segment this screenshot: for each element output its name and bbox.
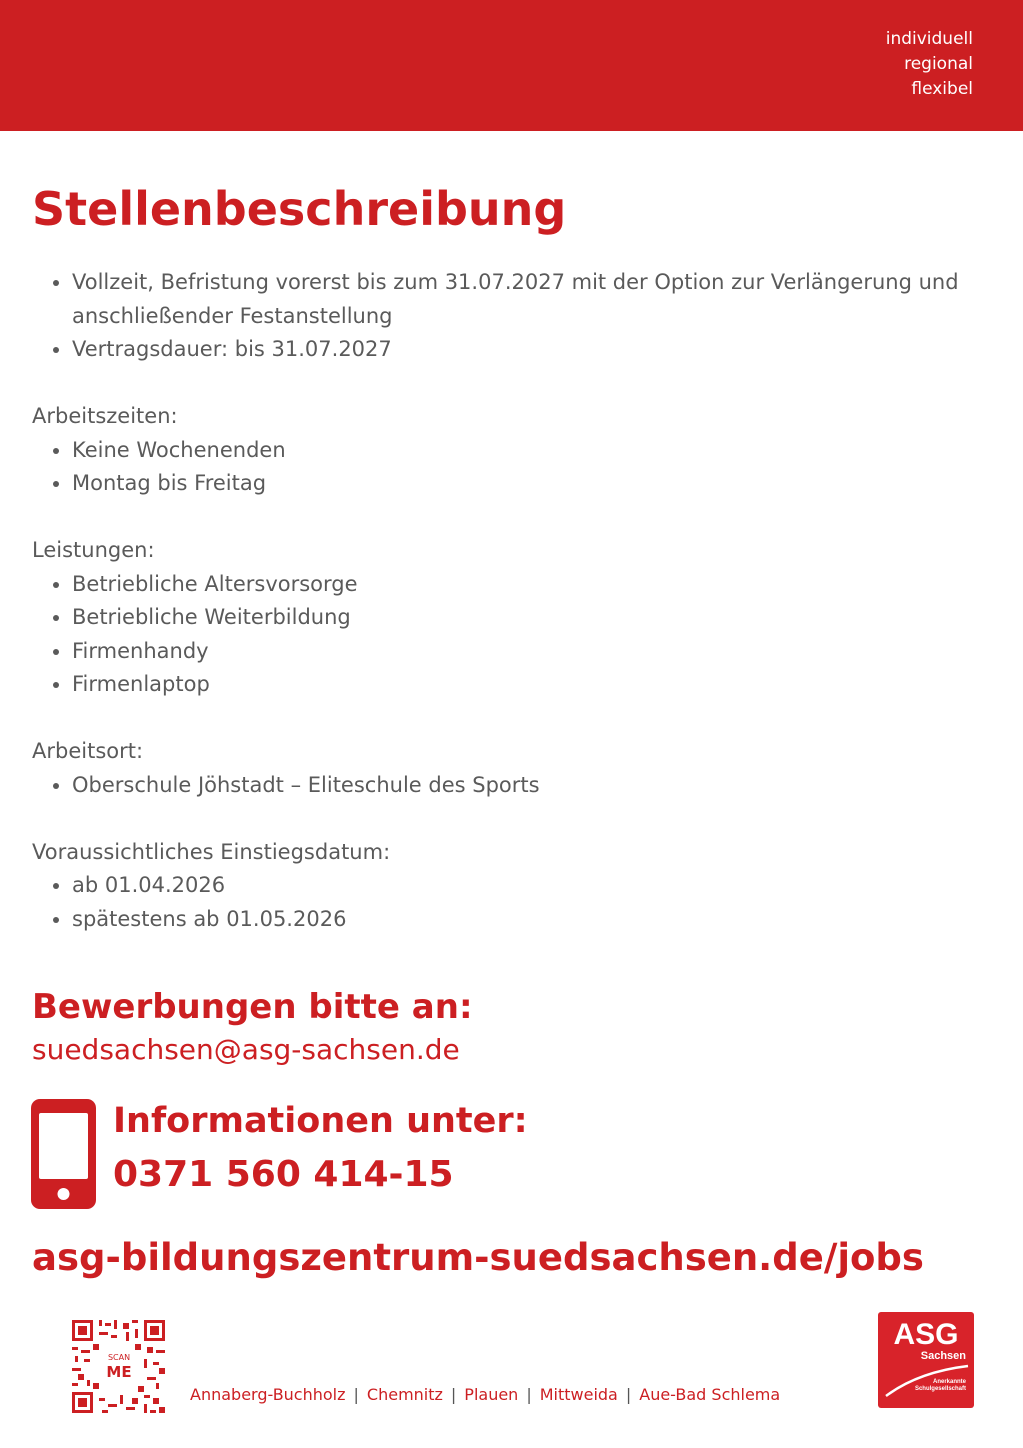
info-phone-number[interactable]: 0371 560 414-15 xyxy=(113,1154,454,1195)
smartphone-icon xyxy=(31,1099,96,1209)
website-link[interactable]: asg-bildungszentrum-suedsachsen.de/jobs xyxy=(32,1236,924,1279)
location-list xyxy=(32,769,992,803)
qr-me-text: ME xyxy=(106,1363,132,1381)
job-description xyxy=(32,266,992,936)
logo-tagline: Anerkannte Schulgesellschaft xyxy=(914,1379,966,1392)
location-item: Annaberg-Buchholz xyxy=(190,1385,346,1404)
section-label-arbeitszeiten: Arbeitszeiten: xyxy=(32,404,178,428)
list-item: • Keine Wochenenden xyxy=(72,434,992,468)
page-title: Stellenbeschreibung xyxy=(32,182,567,236)
tagline-line: flexibel xyxy=(911,79,973,99)
location-separator: | xyxy=(625,1385,632,1404)
location-item: Mittweida xyxy=(539,1385,618,1404)
section-label-leistungen: Leistungen: xyxy=(32,538,155,562)
apply-heading: Bewerbungen bitte an: xyxy=(32,987,473,1027)
tagline-line: individuell xyxy=(885,29,973,49)
list-item: • Betriebliche Altersvorsorge xyxy=(72,568,992,602)
asg-logo xyxy=(878,1312,974,1408)
location-separator: | xyxy=(526,1385,532,1404)
section-label-arbeitsort: Arbeitsort: xyxy=(32,739,144,763)
contract-list xyxy=(32,266,992,367)
apply-email-link[interactable]: suedsachsen@asg-sachsen.de xyxy=(32,1033,460,1066)
list-item: • ab 01.04.2026 xyxy=(72,869,992,903)
tagline-line: regional xyxy=(904,54,973,74)
locations-footer xyxy=(190,1385,780,1404)
location-item: Chemnitz xyxy=(366,1385,443,1404)
qr-scan-label xyxy=(100,1350,138,1386)
list-item: • Vertragsdauer: bis 31.07.2027 xyxy=(72,333,992,367)
working-hours-list xyxy=(32,434,992,501)
location-separator: | xyxy=(353,1385,359,1404)
list-item: • spätestens ab 01.05.2026 xyxy=(72,903,992,937)
location-item: Aue-Bad Schlema xyxy=(639,1385,781,1404)
benefits-list xyxy=(32,568,992,702)
location-separator: | xyxy=(450,1385,457,1404)
list-item: • Firmenhandy xyxy=(72,635,992,669)
list-item: • Betriebliche Weiterbildung xyxy=(72,601,992,635)
info-heading: Informationen unter: xyxy=(113,1101,528,1141)
qr-scan-text: SCAN xyxy=(107,1353,131,1362)
list-item: • Firmenlaptop xyxy=(72,668,992,702)
logo-name: ASG xyxy=(893,1318,959,1351)
location-item: Plauen xyxy=(464,1385,519,1404)
section-label-einstiegsdatum: Voraussichtliches Einstiegsdatum: xyxy=(32,839,391,864)
tagline xyxy=(886,27,973,102)
header-banner xyxy=(0,0,1023,131)
logo-sub: Sachsen xyxy=(920,1350,966,1362)
list-item: • Vollzeit, Befristung vorerst bis zum 31.07.2027 mit der Option zur Verlängerung und anschließender Festanstellung xyxy=(72,266,992,333)
start-date-list xyxy=(32,869,992,936)
list-item: • Oberschule Jöhstadt – Eliteschule des Sports xyxy=(72,769,992,803)
list-item: • Montag bis Freitag xyxy=(72,467,992,501)
